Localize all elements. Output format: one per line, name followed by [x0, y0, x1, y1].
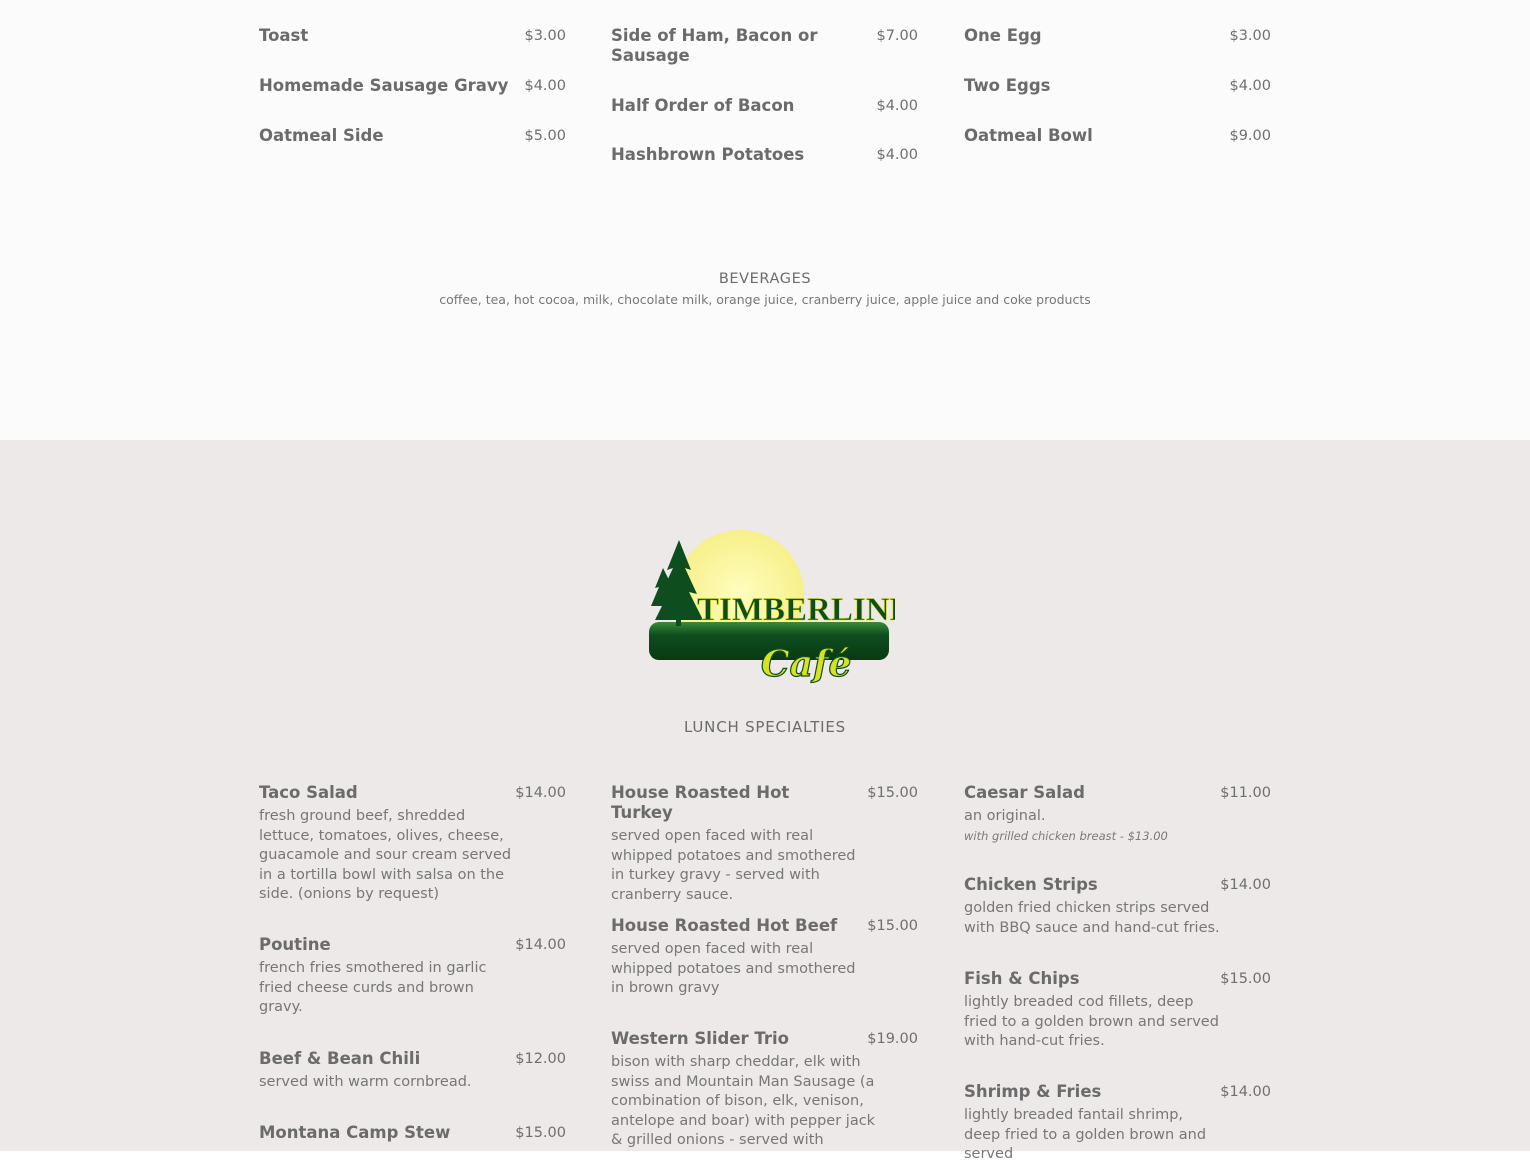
item-description: served open faced with real whipped potatoes and smothered in turkey gravy - served with cranberry sauce.	[611, 828, 856, 903]
item-price: $11.00	[1220, 785, 1271, 801]
item-price: $7.00	[876, 28, 918, 44]
menu-item	[964, 969, 1271, 1052]
item-description: lightly breaded cod fillets, deep fried to a golden brown and served with hand-cut fries.	[964, 994, 1219, 1049]
item-price: $9.00	[1229, 128, 1271, 144]
item-price: $15.00	[1220, 971, 1271, 987]
item-name: Hashbrown Potatoes	[611, 145, 805, 164]
item-name: Side of Ham, Bacon or Sausage	[611, 26, 818, 65]
item-name: Caesar Salad	[964, 783, 1085, 802]
menu-item	[964, 26, 1271, 46]
breakfast-section	[0, 0, 1530, 440]
item-price: $3.00	[1229, 28, 1271, 44]
menu-item	[259, 1049, 566, 1093]
item-description: served open faced with real whipped potatoes and smothered in brown gravy	[611, 941, 856, 996]
menu-item	[611, 783, 918, 905]
item-name: Beef & Bean Chili	[259, 1049, 421, 1068]
item-name: Toast	[259, 26, 309, 45]
item-price: $14.00	[515, 785, 566, 801]
item-name: Half Order of Bacon	[611, 96, 795, 115]
item-description: bison with sharp cheddar, elk with swiss and Mountain Man Sausage (a combination of bison, elk, venison, antelope and boar) with pepper jack & grilled onions - served with	[611, 1054, 876, 1148]
lunch-heading: LUNCH SPECIALTIES	[683, 718, 846, 736]
item-description: golden fried chicken strips served with BBQ sauce and hand-cut fries.	[964, 900, 1220, 936]
menu-item	[964, 783, 1271, 843]
menu-item	[964, 126, 1271, 146]
menu-item	[259, 126, 566, 146]
menu-item	[259, 783, 566, 905]
item-name: Two Eggs	[964, 76, 1051, 95]
item-price: $14.00	[1220, 877, 1271, 893]
item-price: $14.00	[1220, 1084, 1271, 1100]
item-price: $15.00	[515, 1125, 566, 1141]
item-price: $12.00	[515, 1051, 566, 1067]
item-name: House Roasted Hot Beef	[611, 916, 838, 935]
menu-item	[259, 76, 566, 96]
item-name: Montana Camp Stew	[259, 1123, 451, 1142]
beverages-description: coffee, tea, hot cocoa, milk, chocolate milk, orange juice, cranberry juice, apple juice and coke products	[439, 292, 1091, 307]
item-name: Poutine	[259, 935, 331, 954]
item-description: fresh ground beef, shredded lettuce, tomatoes, olives, cheese, guacamole and sour cream served in a tortilla bowl with salsa on the side. (onions by request)	[259, 808, 512, 902]
menu-item	[611, 1029, 918, 1151]
item-name: Oatmeal Side	[259, 126, 384, 145]
menu-item	[611, 145, 918, 165]
item-description: an original.	[964, 808, 1046, 824]
item-description: lightly breaded fantail shrimp, deep fried to a golden brown and served	[964, 1107, 1207, 1162]
menu-item	[611, 26, 918, 66]
menu-item	[964, 1082, 1271, 1165]
menu-item	[611, 916, 918, 999]
item-name: Homemade Sausage Gravy	[259, 76, 509, 95]
menu-item	[964, 875, 1271, 938]
item-name: Taco Salad	[259, 783, 358, 802]
item-name: Oatmeal Bowl	[964, 126, 1093, 145]
item-price: $4.00	[876, 98, 918, 114]
item-name: Chicken Strips	[964, 875, 1098, 894]
logo-script: Café	[761, 643, 852, 685]
item-price: $14.00	[515, 937, 566, 953]
menu-item	[259, 1123, 566, 1143]
item-name: One Egg	[964, 26, 1042, 45]
logo-wordmark: TIMBERLINE	[697, 592, 895, 628]
item-description: served with warm cornbread.	[259, 1074, 472, 1090]
item-price: $15.00	[867, 918, 918, 934]
menu-item	[259, 935, 566, 1018]
item-price: $4.00	[524, 78, 566, 94]
item-price: $5.00	[524, 128, 566, 144]
item-name: Shrimp & Fries	[964, 1082, 1102, 1101]
beverages-heading: BEVERAGES	[718, 271, 812, 287]
item-price: $15.00	[867, 785, 918, 801]
logo-graphic	[645, 528, 895, 690]
item-description: french fries smothered in garlic fried cheese curds and brown gravy.	[259, 960, 487, 1015]
menu-item	[611, 96, 918, 116]
item-price: $4.00	[1229, 78, 1271, 94]
menu-item	[964, 76, 1271, 96]
item-price: $4.00	[876, 147, 918, 163]
item-name: House Roasted Hot Turkey	[611, 783, 790, 822]
item-name: Western Slider Trio	[611, 1029, 789, 1048]
item-price: $3.00	[524, 28, 566, 44]
item-price: $19.00	[867, 1031, 918, 1047]
timberline-cafe-logo	[645, 528, 895, 690]
item-note: with grilled chicken breast - $13.00	[964, 828, 1168, 843]
item-name: Fish & Chips	[964, 969, 1080, 988]
menu-item	[259, 26, 566, 46]
